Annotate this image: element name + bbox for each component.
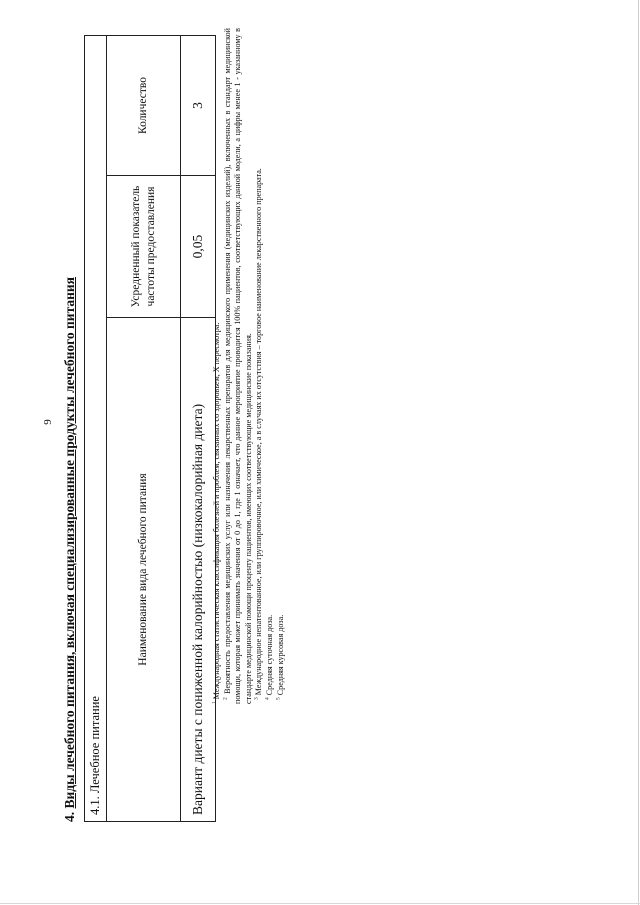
subsection-title: 4.1. Лечебное питание (85, 36, 107, 822)
footnotes (212, 28, 286, 704)
footnote: $^2$ Вероятность предоставления медицинских услуг или назначения лекарственных препаратов для медицинского применения (медицинских изделий), включенных в стандарт медицинской помощи, которая может принимать значения от 0 до 1, где 1 означает, что данное мероприятие проводится 100% пациентов, соответствующих данной модели, а цифры менее 1 - указанному в стандарте медицинской помощи проценту пациентов, имеющих соответствующие медицинские показания. (221, 28, 253, 704)
header-frequency: Усредненный показатель частоты предоставления (107, 176, 181, 318)
nutrition-table (84, 35, 216, 822)
page-edge-right (638, 0, 639, 905)
row-name: Вариант диеты с пониженной калорийностью (низкокалорийная диета) (181, 318, 216, 822)
page-edge-bottom (0, 903, 640, 904)
section-title: Виды лечебного питания, включая специализированные продукты лечебного питания (62, 277, 77, 809)
section-heading (62, 22, 78, 822)
footnote: $^3$ Международное непатентованное, или группировочное, или химическое, а в случаях их отсутствия – торговое наименование лекарственного препарата. (253, 168, 264, 700)
row-quantity: 3 (181, 36, 216, 176)
footnote: $^1$ Международная статистическая классификация болезней и проблем, связанных со здоровьем, X пересмотра. (211, 322, 221, 704)
table-header-row (107, 36, 181, 822)
header-quantity: Количество (107, 36, 181, 176)
header-name: Наименование вида лечебного питания (107, 318, 181, 822)
table-row (181, 36, 216, 822)
page-number: 9 (42, 419, 54, 425)
section-number: 4. (62, 811, 77, 822)
footnote: $^5$ Средняя курсовая доза. (274, 614, 285, 700)
table-subheading-row (85, 36, 107, 822)
footnote: $^4$ Средняя суточная доза. (264, 614, 274, 700)
row-frequency: 0,05 (181, 176, 216, 318)
rotated-content (62, 22, 322, 822)
